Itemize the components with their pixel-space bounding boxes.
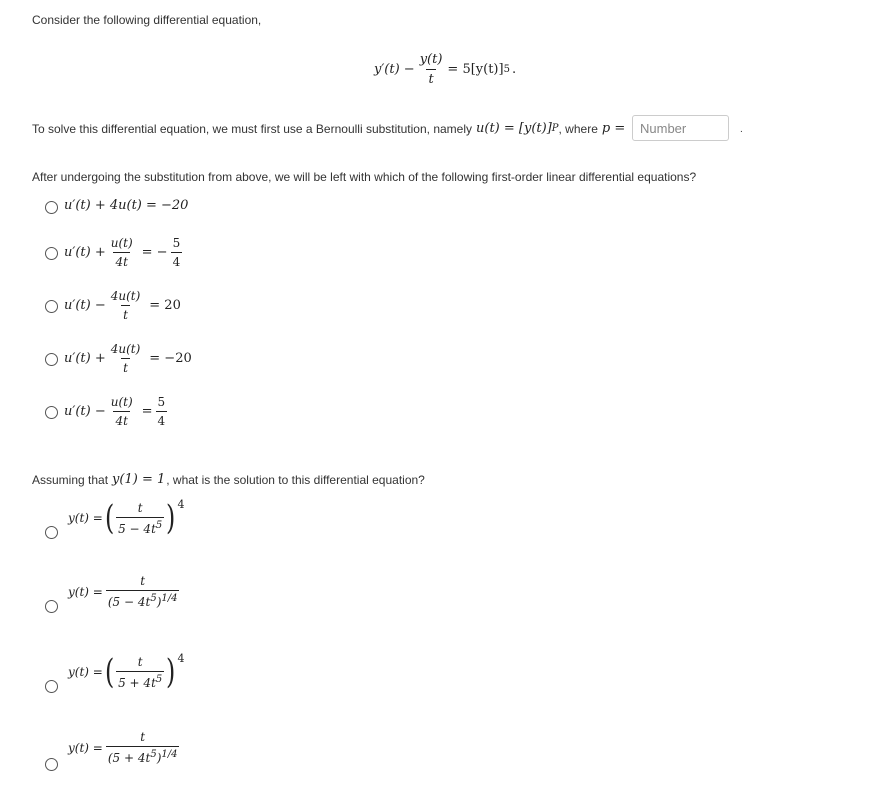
q2-option-2-den-outer-exp: 1/4 bbox=[161, 593, 178, 604]
equation-period: . bbox=[511, 62, 517, 77]
q2-option-2-radio[interactable] bbox=[45, 600, 58, 613]
q2-option-4-fraction bbox=[106, 730, 180, 765]
q2-option-4-radio[interactable] bbox=[45, 758, 58, 771]
equation-lhs: y′(t) − bbox=[374, 62, 415, 77]
q1-option-5-rnum: 5 bbox=[157, 395, 166, 409]
q1-option-2-num: u(t) bbox=[110, 236, 133, 250]
question-2-after: , what is the solution to this differential equation? bbox=[166, 472, 425, 487]
q1-option-4-lhs: u′(t) + bbox=[64, 351, 106, 366]
q1-option-5-lhs: u′(t) − bbox=[64, 404, 106, 419]
q2-option-4[interactable] bbox=[68, 730, 182, 765]
q1-option-1-text: u′(t) + 4u(t) = −20 bbox=[64, 198, 189, 213]
q1-option-2-eq: = − bbox=[141, 245, 168, 260]
q2-option-3-left-paren: ( bbox=[104, 652, 115, 692]
q2-option-3-den-exp: 5 bbox=[155, 673, 163, 685]
q1-option-5-den: 4t bbox=[113, 411, 129, 428]
q1-option-2-rden: 4 bbox=[171, 252, 183, 269]
q1-option-3-den: t bbox=[121, 305, 130, 322]
q2-option-3-radio[interactable] bbox=[45, 680, 58, 693]
q1-option-3-lhs: u′(t) − bbox=[64, 298, 106, 313]
q1-option-1-radio[interactable] bbox=[45, 201, 58, 214]
q2-option-1-num: t bbox=[137, 500, 143, 515]
q2-option-3-lhs: y(t) = bbox=[68, 665, 103, 679]
q1-option-5[interactable] bbox=[64, 395, 170, 428]
question-2-text bbox=[32, 472, 425, 487]
q1-option-5-num: u(t) bbox=[110, 395, 133, 409]
q1-option-3-eq: = 20 bbox=[149, 298, 181, 313]
q1-option-3[interactable] bbox=[64, 289, 181, 322]
q2-option-4-den bbox=[106, 746, 180, 765]
q2-option-4-den-exp: 5 bbox=[150, 749, 157, 760]
q1-option-3-fraction bbox=[109, 289, 143, 322]
q2-option-2-den-exp: 5 bbox=[150, 593, 157, 604]
q2-option-2-den bbox=[106, 590, 180, 609]
q2-option-2-lhs: y(t) = bbox=[68, 584, 103, 599]
q2-option-4-num: t bbox=[140, 730, 146, 744]
question-1-text: After undergoing the substitution from above, we will be left with which of the following first-order linear differential equations? bbox=[32, 170, 697, 184]
q2-option-3-den bbox=[116, 671, 164, 690]
q2-option-2[interactable] bbox=[68, 574, 182, 609]
substitution-where: , where bbox=[558, 121, 598, 136]
q1-option-5-eq: = bbox=[141, 404, 153, 419]
q1-option-4-radio[interactable] bbox=[45, 353, 58, 366]
q1-option-2[interactable] bbox=[64, 236, 185, 269]
q2-option-3[interactable] bbox=[68, 652, 185, 692]
equation-frac-num: y(t) bbox=[419, 52, 443, 67]
q2-option-2-fraction bbox=[106, 574, 180, 609]
q1-option-2-lhs: u′(t) + bbox=[64, 245, 106, 260]
q2-option-4-den-close: ) bbox=[156, 751, 162, 765]
q2-option-1[interactable] bbox=[68, 498, 185, 538]
equation-frac-den: t bbox=[426, 69, 435, 87]
substitution-text: To solve this differential equation, we must first use a Bernoulli substitution, namely bbox=[32, 121, 473, 136]
q2-option-1-lhs: y(t) = bbox=[68, 511, 103, 525]
q1-option-3-radio[interactable] bbox=[45, 300, 58, 313]
q1-option-4[interactable] bbox=[64, 342, 192, 375]
q1-option-2-rhs-fraction bbox=[171, 236, 183, 269]
q2-option-3-den-base: 5 + 4t bbox=[118, 675, 156, 690]
q2-option-4-den-base: (5 + 4t bbox=[107, 751, 151, 765]
q1-option-2-fraction bbox=[109, 236, 135, 269]
q1-option-1[interactable] bbox=[64, 198, 188, 213]
equation-fraction bbox=[418, 52, 445, 87]
q1-option-5-fraction bbox=[109, 395, 135, 428]
q2-option-1-radio[interactable] bbox=[45, 526, 58, 539]
q2-option-1-den bbox=[116, 517, 164, 536]
q2-option-1-right-paren: ) bbox=[166, 498, 176, 538]
p-number-input[interactable] bbox=[632, 115, 729, 141]
substitution-trailing: . bbox=[740, 124, 743, 135]
substitution-line bbox=[32, 121, 625, 136]
equation-rhs: = 5[y(t)] bbox=[447, 62, 504, 77]
q1-option-4-fraction bbox=[109, 342, 143, 375]
q1-option-5-radio[interactable] bbox=[45, 406, 58, 419]
q1-option-4-eq: = −20 bbox=[149, 351, 192, 366]
substitution-p: p = bbox=[601, 121, 626, 136]
q1-option-5-rden: 4 bbox=[156, 411, 168, 428]
q2-option-4-den-outer-exp: 1/4 bbox=[161, 749, 178, 760]
substitution-u-exponent: P bbox=[551, 123, 559, 134]
q1-option-2-den: 4t bbox=[113, 252, 129, 269]
q1-option-2-rnum: 5 bbox=[172, 236, 181, 250]
q2-option-2-den-base: (5 − 4t bbox=[107, 595, 151, 609]
q2-option-2-den-close: ) bbox=[156, 595, 162, 609]
q2-option-1-fraction bbox=[116, 501, 164, 536]
q2-option-3-right-paren: ) bbox=[166, 652, 176, 692]
q2-option-3-num: t bbox=[137, 654, 143, 669]
q2-option-3-outer-exp: 4 bbox=[177, 652, 185, 665]
q2-option-1-den-base: 5 − 4t bbox=[118, 521, 156, 536]
q2-option-1-outer-exp: 4 bbox=[177, 498, 185, 511]
q1-option-2-radio[interactable] bbox=[45, 247, 58, 260]
question-2-before: Assuming that bbox=[32, 472, 109, 487]
q1-option-4-num: 4u(t) bbox=[110, 342, 141, 356]
substitution-u: u(t) = [y(t)] bbox=[476, 121, 552, 136]
equation-rhs-exponent: 5 bbox=[503, 64, 510, 75]
question-2-math: y(1) = 1 bbox=[112, 472, 166, 487]
q1-option-5-rhs-fraction bbox=[156, 395, 168, 428]
q2-option-2-num: t bbox=[140, 574, 146, 588]
main-equation bbox=[374, 52, 516, 87]
q1-option-4-den: t bbox=[121, 358, 130, 375]
q1-option-3-num: 4u(t) bbox=[110, 289, 141, 303]
q2-option-1-den-exp: 5 bbox=[155, 519, 163, 531]
q2-option-1-left-paren: ( bbox=[104, 498, 115, 538]
q2-option-3-fraction bbox=[116, 655, 164, 690]
q2-option-4-lhs: y(t) = bbox=[68, 740, 103, 755]
intro-text: Consider the following differential equation, bbox=[32, 13, 262, 27]
